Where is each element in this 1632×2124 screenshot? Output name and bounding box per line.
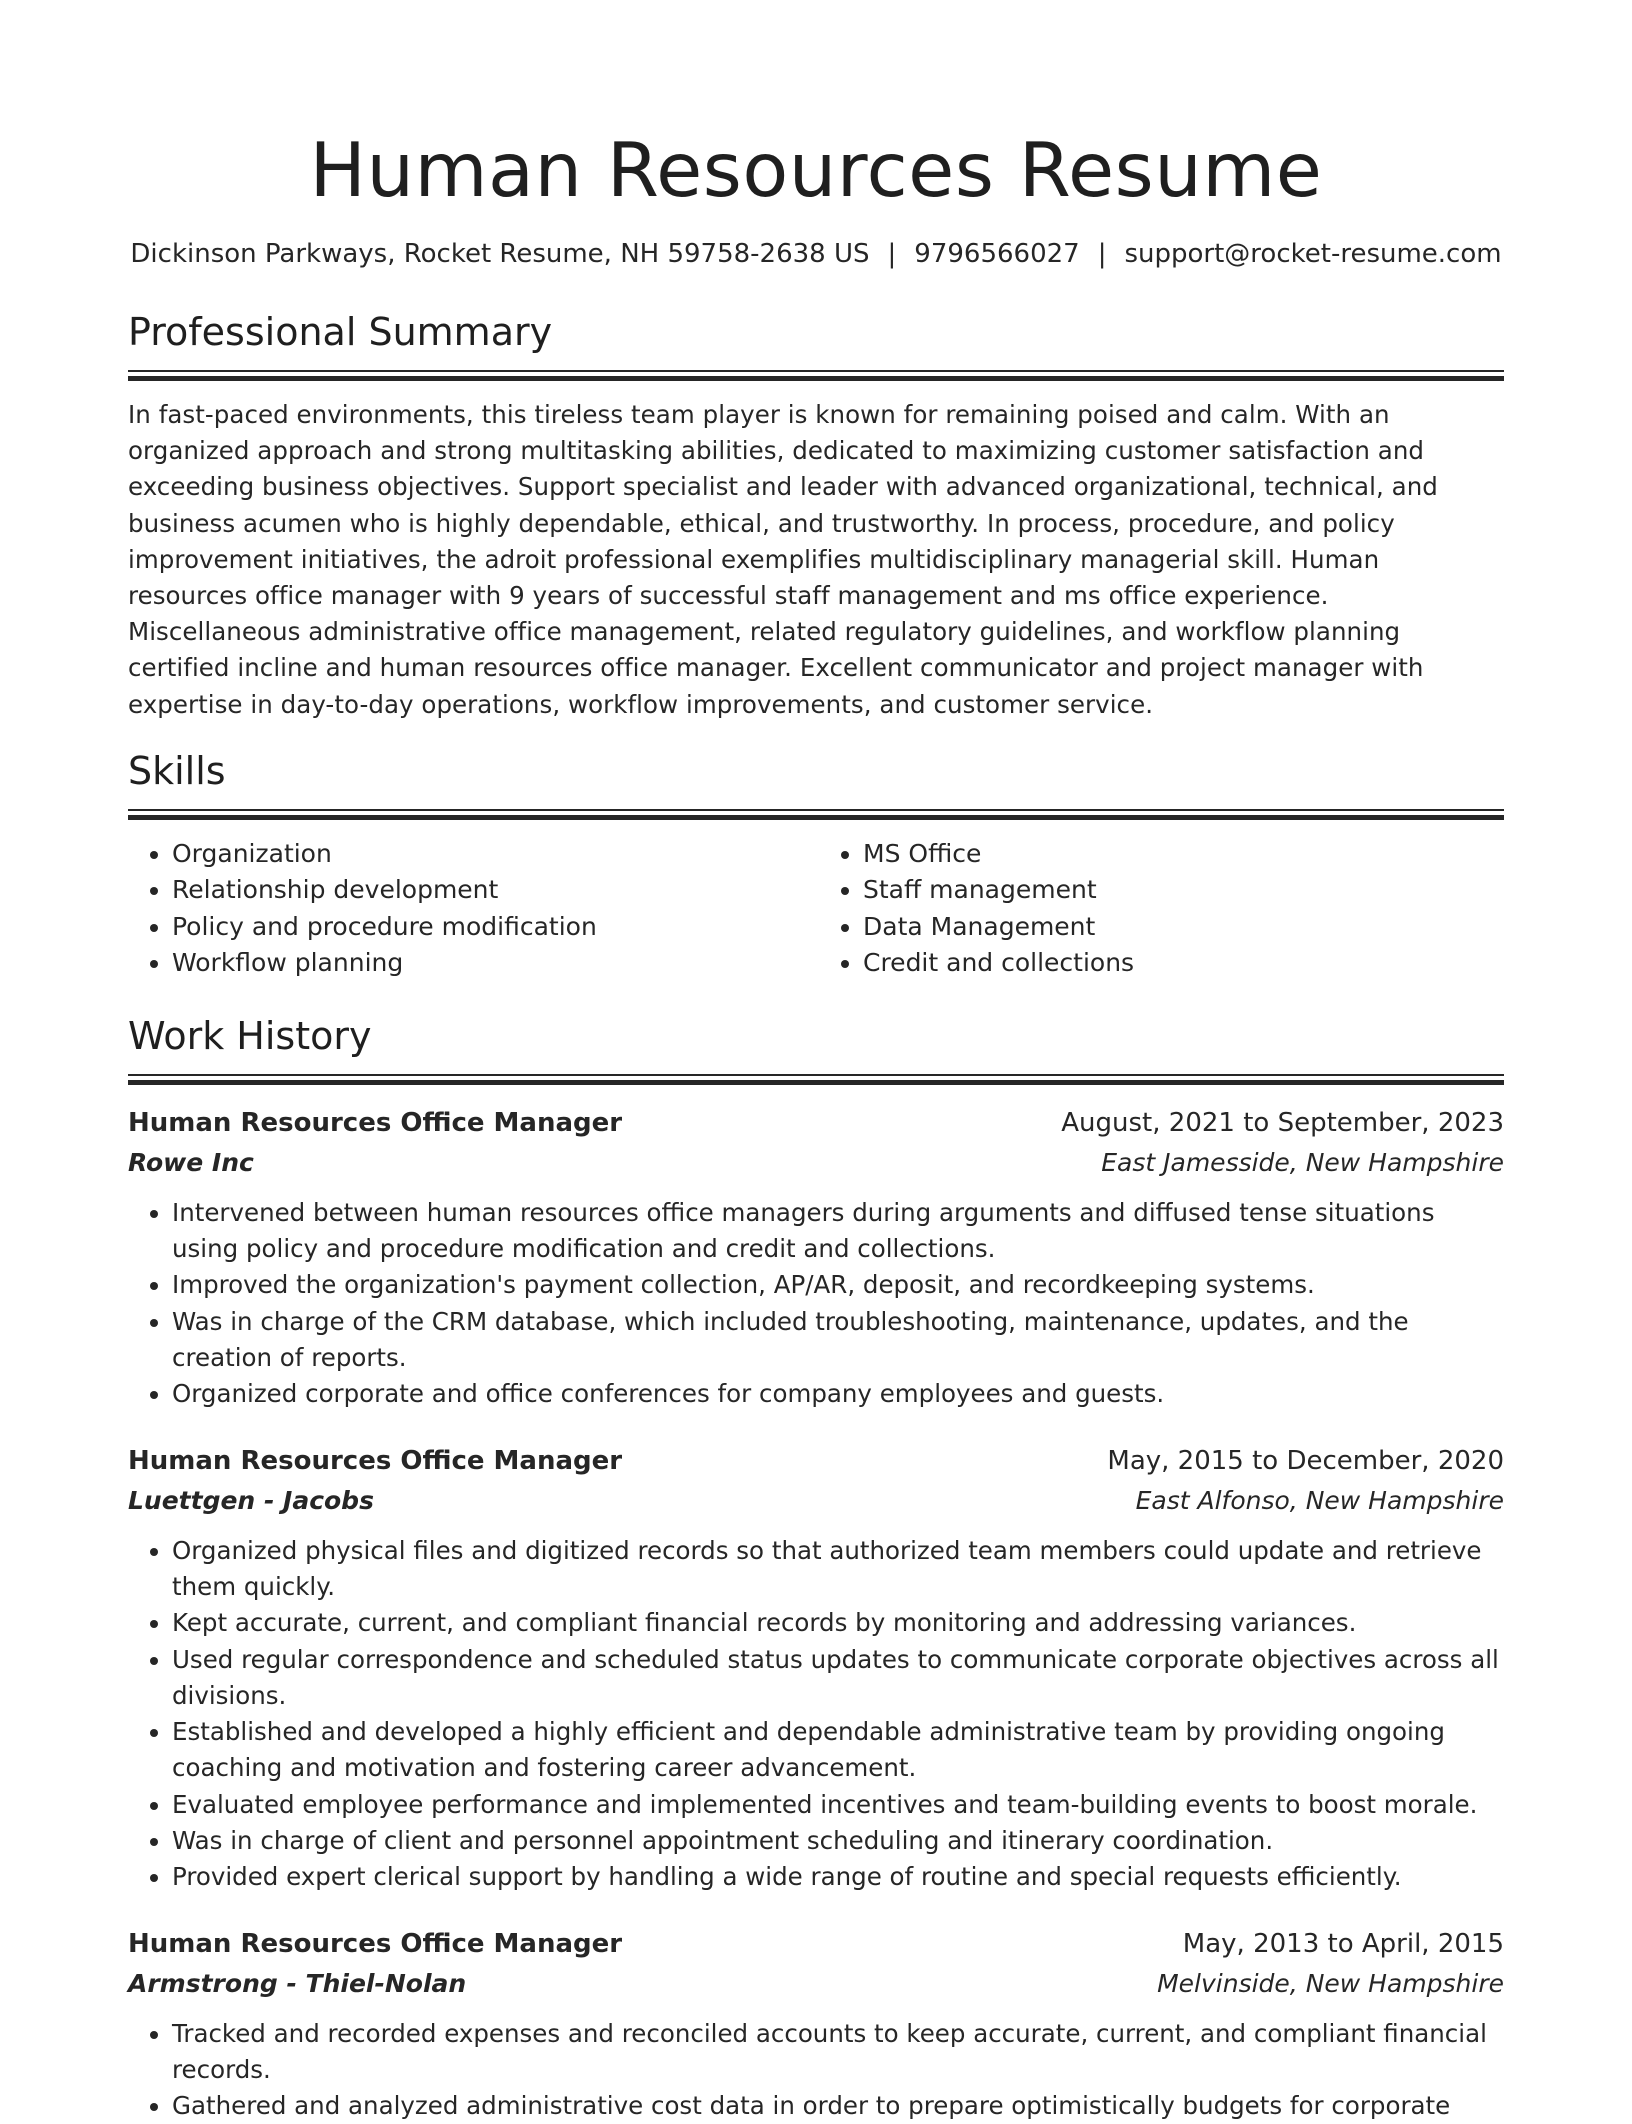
job-bullet: • Evaluated employee performance and implemented incentives and team-building events to boost morale. bbox=[172, 1787, 1504, 1823]
resume-title: Human Resources Resume bbox=[309, 126, 1323, 214]
job-title: Human Resources Office Manager bbox=[128, 1928, 623, 1959]
job-bullet: • Organized physical files and digitized records so that authorized team members could update and retrieve them quickly. bbox=[172, 1533, 1504, 1606]
job-title: Human Resources Office Manager bbox=[128, 1445, 623, 1476]
job-company: Luettgen - Jacobs bbox=[128, 1485, 374, 1515]
job-location: East Jamesside, New Hampshire bbox=[1101, 1147, 1504, 1177]
skill-item: • Credit and collections bbox=[863, 945, 1504, 982]
summary-text: In fast-paced environments, this tireless team player is known for remaining poised and calm. With an organized approach and strong multitasking abilities, dedicated to maximizing customer satisfaction and exceeding business objectives. Support specialist and leader with advanced organizational, technical, and business acumen who is highly dependable, ethical, and trustworthy. In process, procedure, and policy improvement initiatives, the adroit professional exemplifies multidisciplinary managerial skill. Human resources office manager with 9 years of successful staff management and ms office experience. Miscellaneous administrative office management, related regulatory guidelines, and workflow planning certified incline and human resources office manager. Excellent communicator and project manager with expertise in day-to-day operations, workflow improvements, and customer service. bbox=[128, 400, 1438, 719]
job-bullet: • Established and developed a highly efficient and dependable administrative team by providing ongoing coaching and motivation and fostering career advancement. bbox=[172, 1714, 1504, 1787]
skill-item: • Data Management bbox=[863, 909, 1504, 946]
skill-item: • Staff management bbox=[863, 872, 1504, 909]
job-entry bbox=[128, 1441, 1504, 1896]
job-bullet: • Provided expert clerical support by handling a wide range of routine and special requests efficiently. bbox=[172, 1859, 1504, 1895]
section-divider bbox=[128, 809, 1504, 820]
job-bullet: • Used regular correspondence and scheduled status updates to communicate corporate objectives across all divisions. bbox=[172, 1642, 1504, 1715]
job-bullet: • Improved the organization's payment collection, AP/AR, deposit, and recordkeeping systems. bbox=[172, 1267, 1504, 1303]
job-bullet: • Kept accurate, current, and compliant financial records by monitoring and addressing variances. bbox=[172, 1605, 1504, 1641]
contact-separator: | bbox=[887, 239, 897, 269]
contact-address: Dickinson Parkways, Rocket Resume, NH 59758-2638 US bbox=[130, 239, 870, 269]
skill-item: • Organization bbox=[172, 836, 813, 873]
section-heading-work: Work History bbox=[128, 1013, 372, 1058]
section-heading-summary: Professional Summary bbox=[128, 310, 553, 354]
contact-email: support@rocket-resume.com bbox=[1124, 239, 1502, 269]
job-dates: August, 2021 to September, 2023 bbox=[1061, 1107, 1504, 1138]
job-bullets bbox=[128, 2016, 1504, 2124]
skills-list-left bbox=[128, 836, 813, 982]
section-divider bbox=[128, 1074, 1504, 1085]
job-bullets bbox=[128, 1533, 1504, 1896]
skills-columns bbox=[128, 836, 1504, 982]
job-bullet: • Organized corporate and office conferences for company employees and guests. bbox=[172, 1376, 1504, 1412]
job-dates: May, 2015 to December, 2020 bbox=[1107, 1445, 1504, 1476]
job-bullet: • Gathered and analyzed administrative cost data in order to prepare optimistically budgets for corporate bbox=[172, 2088, 1504, 2124]
job-location: Melvinside, New Hampshire bbox=[1157, 1968, 1504, 1998]
resume-page bbox=[128, 0, 1504, 2124]
job-bullet: • Was in charge of the CRM database, which included troubleshooting, maintenance, updates, and the creation of reports. bbox=[172, 1304, 1504, 1377]
skill-item: • Policy and procedure modification bbox=[172, 909, 813, 946]
contact-line bbox=[128, 236, 1504, 272]
skill-item: • Workflow planning bbox=[172, 945, 813, 982]
summary-section bbox=[128, 308, 1504, 723]
job-dates: May, 2013 to April, 2015 bbox=[1182, 1928, 1504, 1959]
job-bullet: • Tracked and recorded expenses and reconciled accounts to keep accurate, current, and compliant financial records. bbox=[172, 2016, 1504, 2089]
work-history-section bbox=[128, 1012, 1504, 2124]
job-location: East Alfonso, New Hampshire bbox=[1135, 1485, 1504, 1515]
job-entry bbox=[128, 1103, 1504, 1413]
skills-section bbox=[128, 747, 1504, 982]
job-company: Rowe Inc bbox=[128, 1147, 254, 1177]
job-bullet: • Was in charge of client and personnel appointment scheduling and itinerary coordination. bbox=[172, 1823, 1504, 1859]
job-bullets bbox=[128, 1195, 1504, 1413]
section-heading-skills: Skills bbox=[128, 748, 226, 793]
job-entry bbox=[128, 1924, 1504, 2124]
contact-separator: | bbox=[1097, 239, 1107, 269]
skills-list-right bbox=[813, 836, 1504, 982]
skill-item: • MS Office bbox=[863, 836, 1504, 873]
job-title: Human Resources Office Manager bbox=[128, 1107, 623, 1138]
contact-phone: 9796566027 bbox=[914, 239, 1080, 269]
job-bullet: • Intervened between human resources office managers during arguments and diffused tense situations using policy and procedure modification and credit and collections. bbox=[172, 1195, 1504, 1268]
job-company: Armstrong - Thiel-Nolan bbox=[128, 1968, 467, 1998]
section-divider bbox=[128, 370, 1504, 381]
skill-item: • Relationship development bbox=[172, 872, 813, 909]
